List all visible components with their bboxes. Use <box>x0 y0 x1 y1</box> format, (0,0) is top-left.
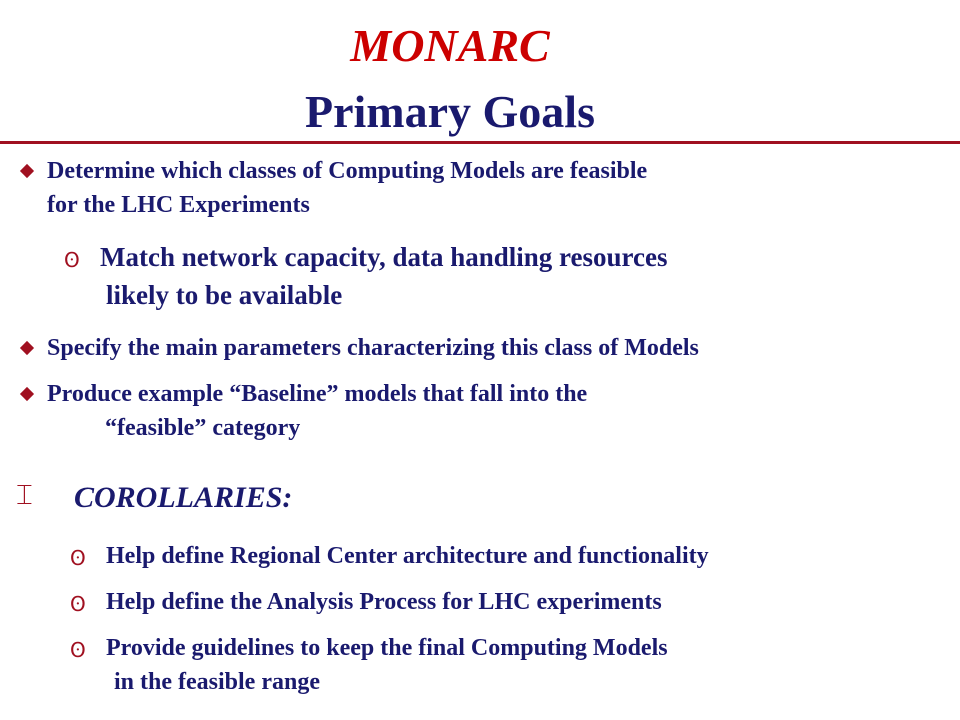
diamond-bullet-icon <box>20 164 34 178</box>
dash-bullet-icon: ʘ <box>64 248 80 272</box>
bullet-produce-baseline <box>47 377 587 445</box>
diamond-bullet-icon <box>20 341 34 355</box>
title-divider <box>0 141 960 144</box>
bullet-line: likely to be available <box>106 280 343 310</box>
bullet-specify-parameters <box>47 331 699 365</box>
bullet-line: Produce example “Baseline” models that fall into the <box>47 381 588 407</box>
corollary-analysis-process <box>106 585 662 619</box>
section-bullet-icon: ⌶ <box>16 478 33 511</box>
corollary-guidelines <box>106 631 668 699</box>
sub-bullet-match-network <box>100 238 668 314</box>
corollary-regional-center <box>106 539 709 573</box>
diamond-bullet-icon <box>20 387 34 401</box>
dash-bullet-icon: ʘ <box>70 638 86 662</box>
bullet-line: Provide guidelines to keep the final Computing Models <box>106 635 668 661</box>
dash-bullet-icon: ʘ <box>70 592 86 616</box>
bullet-line: in the feasible range <box>114 669 320 695</box>
slide-title: MONARC <box>350 20 550 71</box>
bullet-line: Determine which classes of Computing Models are feasible <box>47 158 648 184</box>
bullet-line: Help define the Analysis Process for LHC experiments <box>106 589 662 615</box>
slide-subtitle: Primary Goals <box>305 86 595 137</box>
bullet-determine-classes <box>47 154 647 222</box>
bullet-line: for the LHC Experiments <box>47 192 310 218</box>
bullet-line: Match network capacity, data handling resources <box>100 242 668 272</box>
bullet-line: “feasible” category <box>105 415 301 441</box>
dash-bullet-icon: ʘ <box>70 546 86 570</box>
bullet-line: Help define Regional Center architecture and functionality <box>106 543 709 569</box>
corollaries-heading: COROLLARIES: <box>74 481 293 514</box>
bullet-line: Specify the main parameters characterizing this class of Models <box>47 335 699 361</box>
